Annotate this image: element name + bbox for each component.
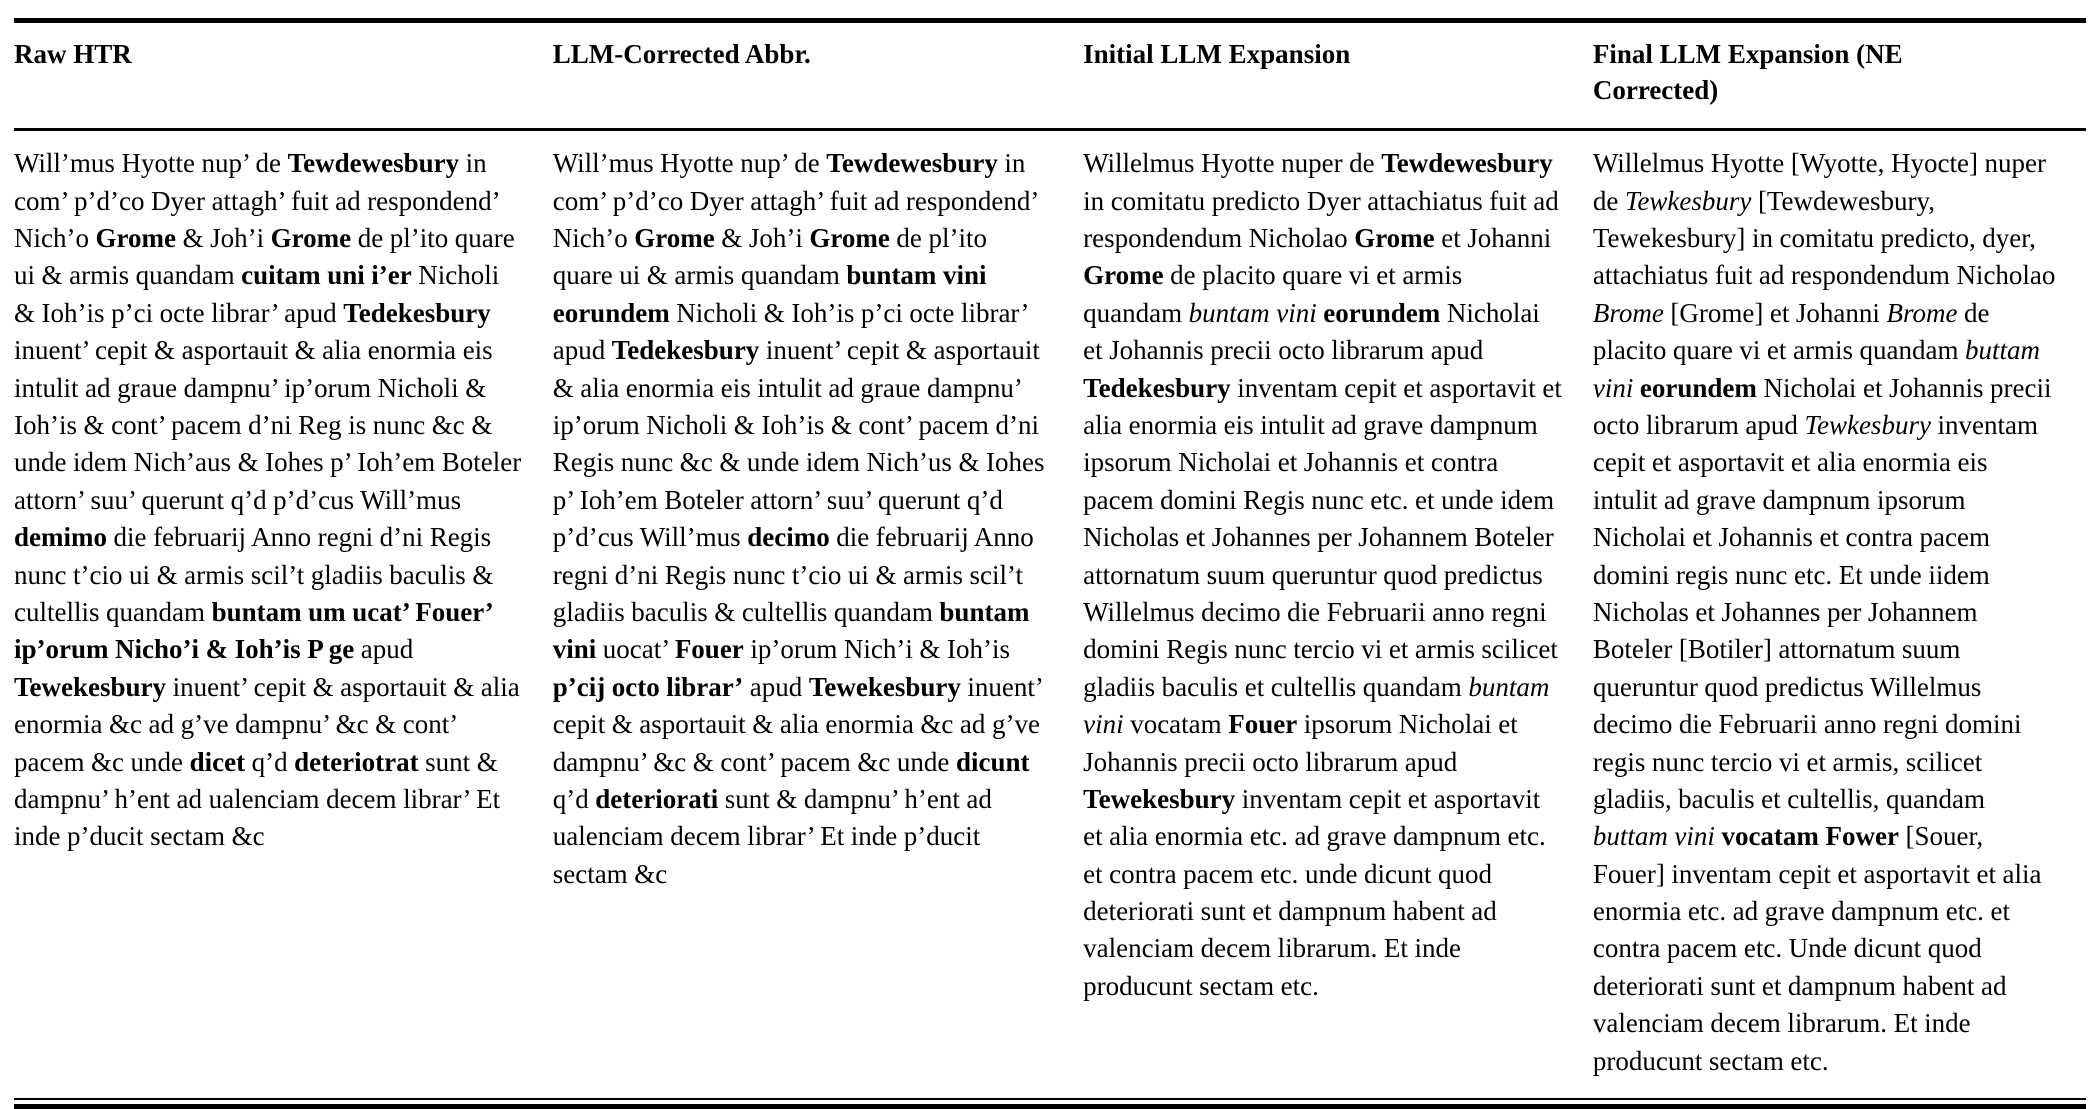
column-header-initial-llm-expansion — [1083, 23, 1593, 128]
column-header-raw-htr — [14, 23, 553, 128]
table-header-row — [14, 23, 2086, 128]
cell-initial-llm-expansion — [1083, 131, 1593, 1098]
table-bottom-thin-rule — [14, 1098, 2086, 1100]
column-header-final-llm-expansion-label: Final LLM Expansion (NE Corrected) — [1592, 39, 1903, 105]
htr-comparison-table — [14, 23, 2086, 128]
cell-final-llm-expansion-text: Willelmus Hyotte [Wyotte, Hyocte] nuper de Tewkesbury [Tewdewesbury, Tewekesbury] in comitatu predicto, dyer, attachiatus fuit ad respondendum Nicholao Brome [Grome] et Johanni Brome de placito quare vi et armis quandam buttam vini eorundem Nicholai et Johannis precii octo librarum apud Tewkesbury inventam cepit et asportavit et alia enormia eis intulit ad grave dampnum ipsorum Nicholai et Johannis et contra pacem domini regis nunc etc. Et unde iidem Nicholas et Johannes per Johannem Boteler [Botiler] attornatum suum queruntur quod predictus Willelmus decimo die Februarii anno regni domini regis nunc tercio vi et armis, scilicet gladiis, baculis et cultellis, quandam buttam vini vocatam Fower [Souer, Fouer] inventam cepit et asportavit et alia enormia etc. ad grave dampnum etc. et contra pacem etc. Unde dicunt quod deteriorati sunt et dampnum habent ad valenciam decem librarum. Et inde producunt sectam etc. — [1592, 148, 2062, 1076]
table-bottom-thick-rule — [14, 1104, 2086, 1109]
cell-initial-llm-expansion-text: Willelmus Hyotte nuper de Tewdewesbury in comitatu predicto Dyer attachiatus fuit ad respondendum Nicholao Grome et Johanni Grome de placito quare vi et armis quandam buntam vini eorundem Nicholai et Johannis precii octo librarum apud Tedekesbury inventam cepit et asportavit et alia enormia eis intulit ad grave dampnum ipsorum Nicholai et Johannis et contra pacem domini Regis nunc etc. et unde idem Nicholas et Johannes per Johannem Boteler attornatum suum queruntur quod predictus Willelmus decimo die Februarii anno regni domini Regis nunc tercio vi et armis scilicet gladiis baculis et cultellis quandam buntam vini vocatam Fouer ipsorum Nicholai et Johannis precii octo librarum apud Tewekesbury inventam cepit et asportavit et alia enormia etc. ad grave dampnum etc. et contra pacem etc. unde dicunt quod deteriorati sunt et dampnum habent ad valenciam decem librarum. Et inde producunt sectam etc. — [1083, 148, 1569, 1001]
table-row — [14, 131, 2086, 1098]
cell-llm-corrected-abbr — [553, 131, 1083, 1098]
table-page — [0, 18, 2100, 1101]
cell-raw-htr-text: Will’mus Hyotte nup’ de Tewdewesbury in com’ p’d’co Dyer attagh’ fuit ad respondend’ Nich’o Grome & Joh’i Grome de pl’ito quare ui & armis quandam cuitam uni i’er Nicholi & Ioh’is p’ci octe librar’ apud Tedekesbury inuent’ cepit & asportauit & alia enormia eis intulit ad graue dampnu’ ip’orum Nicholi & Ioh’is & cont’ pacem d’ni Reg is nunc &c & unde idem Nich’aus & Iohes p’ Ioh’em Boteler attorn’ suu’ querunt q’d p’d’cus Will’mus demimo die februarij Anno regni d’ni Regis nunc t’cio ui & armis scil’t gladiis baculis & cultellis quandam buntam um ucat’ Fouer’ ip’orum Nicho’i & Ioh’is P ge apud Tewekesbury inuent’ cepit & asportauit & alia enormia &c ad g’ve dampnu’ &c & cont’ pacem &c unde dicet q’d deteriotrat sunt & dampnu’ h’ent ad ualenciam decem librar’ Et inde p’ducit sectam &c — [14, 148, 528, 852]
column-header-initial-llm-expansion-label: Initial LLM Expansion — [1083, 39, 1351, 69]
cell-final-llm-expansion — [1593, 131, 2086, 1098]
cell-llm-corrected-abbr-text: Will’mus Hyotte nup’ de Tewdewesbury in com’ p’d’co Dyer attagh’ fuit ad respondend’ Nich’o Grome & Joh’i Grome de pl’ito quare ui & armis quandam buntam vini eorundem Nicholi & Ioh’is p’ci octe librar’ apud Tedekesbury inuent’ cepit & asportauit & alia enormia eis intulit ad graue dampnu’ ip’orum Nicholi & Ioh’is & cont’ pacem d’ni Regis nunc &c & unde idem Nich’us & Iohes p’ Ioh’em Boteler attorn’ suu’ querunt q’d p’d’cus Will’mus decimo die februarij Anno regni d’ni Regis nunc t’cio ui & armis scil’t gladiis baculis & cultellis quandam buntam vini uocat’ Fouer ip’orum Nich’i & Ioh’is p’cij octo librar’ apud Tewekesbury inuent’ cepit & asportauit & alia enormia &c ad g’ve dampnu’ &c & cont’ pacem &c unde dicunt q’d deteriorati sunt & dampnu’ h’ent ad ualenciam decem librar’ Et inde p’ducit sectam &c — [552, 148, 1052, 889]
cell-raw-htr — [14, 131, 553, 1098]
htr-comparison-body — [14, 131, 2086, 1098]
column-header-raw-htr-label: Raw HTR — [14, 39, 132, 69]
column-header-llm-corrected-abbr-label: LLM-Corrected Abbr. — [552, 39, 811, 69]
column-header-llm-corrected-abbr — [553, 23, 1083, 128]
column-header-final-llm-expansion — [1593, 23, 2086, 128]
